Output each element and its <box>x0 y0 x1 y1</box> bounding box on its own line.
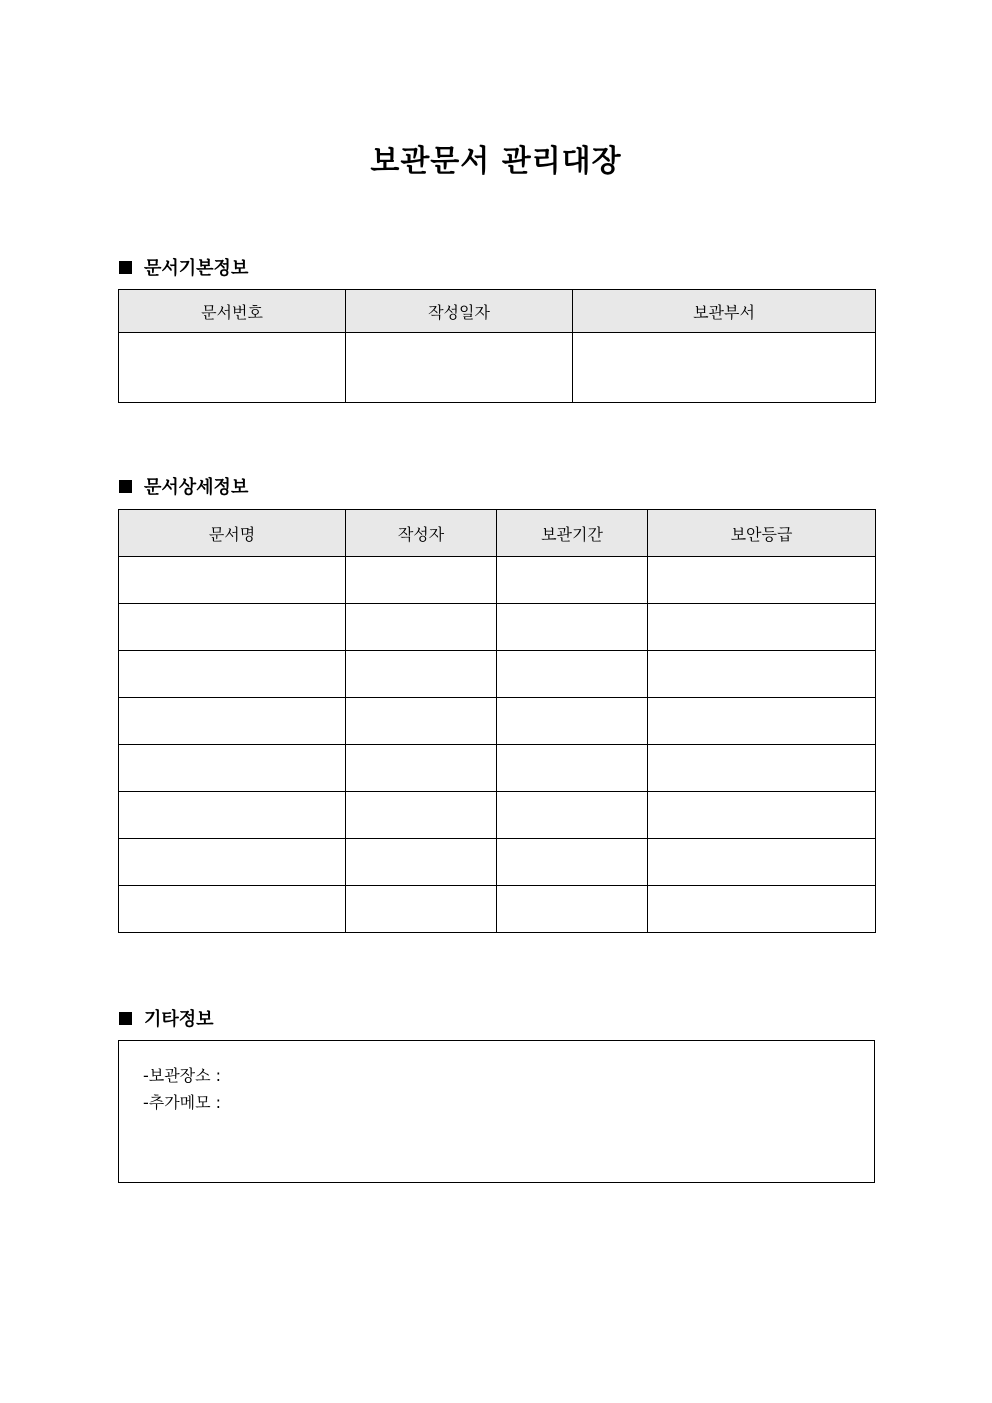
doc-name-cell[interactable] <box>119 745 346 792</box>
additional-memo-label: -추가메모 : <box>143 1093 222 1112</box>
storage-location-label: -보관장소 : <box>143 1066 222 1085</box>
header-created-date: 작성일자 <box>346 290 573 333</box>
square-bullet-icon <box>119 480 132 493</box>
retention-period-cell[interactable] <box>497 698 648 745</box>
retention-period-cell[interactable] <box>497 745 648 792</box>
square-bullet-icon <box>119 261 132 274</box>
security-level-cell[interactable] <box>648 557 876 604</box>
retention-period-cell[interactable] <box>497 651 648 698</box>
author-cell[interactable] <box>346 886 497 933</box>
author-cell[interactable] <box>346 604 497 651</box>
detail-info-heading-label: 문서상세정보 <box>144 477 249 498</box>
table-row <box>119 745 876 792</box>
header-security-level: 보안등급 <box>648 510 876 557</box>
basic-info-heading-label: 문서기본정보 <box>144 258 249 279</box>
retention-period-cell[interactable] <box>497 604 648 651</box>
header-doc-name: 문서명 <box>119 510 346 557</box>
doc-name-cell[interactable] <box>119 651 346 698</box>
doc-name-cell[interactable] <box>119 557 346 604</box>
etc-info-box[interactable] <box>118 1040 875 1183</box>
author-cell[interactable] <box>346 792 497 839</box>
table-row <box>119 557 876 604</box>
header-doc-number: 문서번호 <box>119 290 346 333</box>
etc-info-heading <box>119 1005 214 1031</box>
doc-number-cell[interactable] <box>119 333 346 403</box>
table-row <box>119 698 876 745</box>
security-level-cell[interactable] <box>648 886 876 933</box>
security-level-cell[interactable] <box>648 839 876 886</box>
doc-name-cell[interactable] <box>119 698 346 745</box>
retention-period-cell[interactable] <box>497 886 648 933</box>
table-row <box>119 333 876 403</box>
doc-name-cell[interactable] <box>119 886 346 933</box>
security-level-cell[interactable] <box>648 745 876 792</box>
detail-info-table <box>118 509 876 933</box>
author-cell[interactable] <box>346 698 497 745</box>
security-level-cell[interactable] <box>648 604 876 651</box>
table-row <box>119 651 876 698</box>
retention-period-cell[interactable] <box>497 557 648 604</box>
etc-info-heading-label: 기타정보 <box>144 1009 214 1030</box>
security-level-cell[interactable] <box>648 698 876 745</box>
page-title: 보관문서 관리대장 <box>370 144 622 179</box>
table-row <box>119 604 876 651</box>
security-level-cell[interactable] <box>648 792 876 839</box>
table-row <box>119 839 876 886</box>
doc-name-cell[interactable] <box>119 839 346 886</box>
created-date-cell[interactable] <box>346 333 573 403</box>
detail-info-heading <box>119 473 248 499</box>
header-retention-period: 보관기간 <box>497 510 648 557</box>
square-bullet-icon <box>119 1012 132 1025</box>
author-cell[interactable] <box>346 839 497 886</box>
table-header-row <box>119 290 876 333</box>
header-storage-department: 보관부서 <box>573 290 876 333</box>
author-cell[interactable] <box>346 651 497 698</box>
security-level-cell[interactable] <box>648 651 876 698</box>
table-row <box>119 792 876 839</box>
doc-name-cell[interactable] <box>119 792 346 839</box>
doc-name-cell[interactable] <box>119 604 346 651</box>
table-row <box>119 886 876 933</box>
author-cell[interactable] <box>346 557 497 604</box>
retention-period-cell[interactable] <box>497 839 648 886</box>
author-cell[interactable] <box>346 745 497 792</box>
header-author: 작성자 <box>346 510 497 557</box>
storage-department-cell[interactable] <box>573 333 876 403</box>
basic-info-heading <box>119 254 248 280</box>
table-header-row <box>119 510 876 557</box>
basic-info-table <box>118 289 876 403</box>
retention-period-cell[interactable] <box>497 792 648 839</box>
